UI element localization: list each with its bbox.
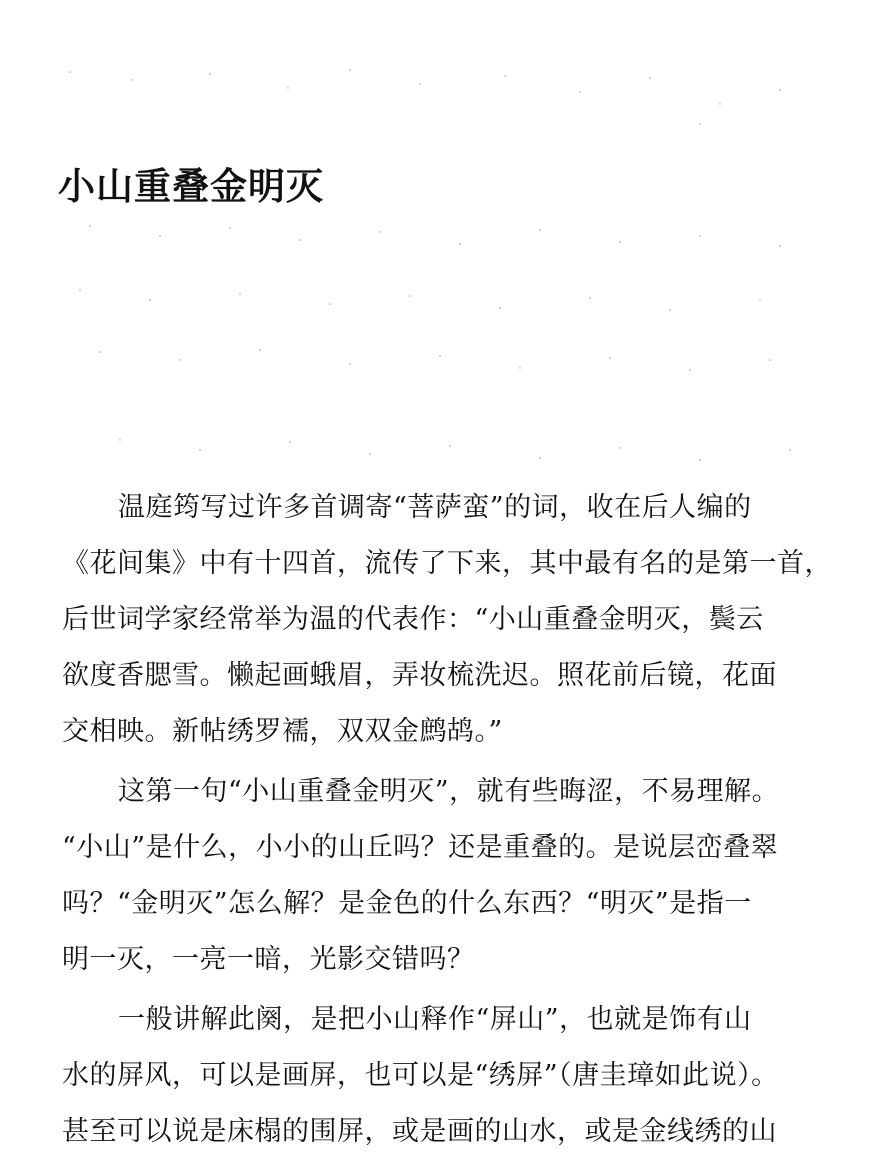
paragraph-line: 甚至可以说是床榻的围屏，或是画的山水，或是金线绣的山 (62, 1116, 777, 1147)
paragraph-line: “小山”是什么，小小的山丘吗？还是重叠的。是说层峦叠翠 (62, 832, 779, 863)
paragraph-line: 这第一句“小山重叠金明灭”，就有些晦涩，不易理解。 (118, 776, 780, 807)
paragraph-line: 一般讲解此阕，是把小山释作“屏山”，也就是饰有山 (118, 1004, 752, 1035)
body-text (62, 480, 832, 1160)
paragraph-line: 温庭筠写过许多首调寄“菩萨蛮”的词，收在后人编的 (118, 492, 752, 523)
page-title: 小山重叠金明灭 (58, 164, 324, 208)
paragraph-line: 欲度香腮雪。懒起画蛾眉，弄妆梳洗迟。照花前后镜，花面 (62, 660, 777, 691)
paragraph-line: 后世词学家经常举为温的代表作：“小山重叠金明灭，鬓云 (62, 604, 764, 635)
paragraph-line: 交相映。新帖绣罗襦，双双金鹧鸪。” (62, 716, 503, 747)
paragraph-line: 明一灭，一亮一暗，光影交错吗？ (62, 944, 475, 975)
paragraph-line: 吗？“金明灭”怎么解？是金色的什么东西？“明灭”是指一 (62, 888, 752, 919)
paragraph-line: 水的屏风，可以是画屏，也可以是“绣屏”（唐圭璋如此说）。 (62, 1060, 779, 1091)
paragraph-line: 《花间集》中有十四首，流传了下来，其中最有名的是第一首， (62, 548, 832, 579)
